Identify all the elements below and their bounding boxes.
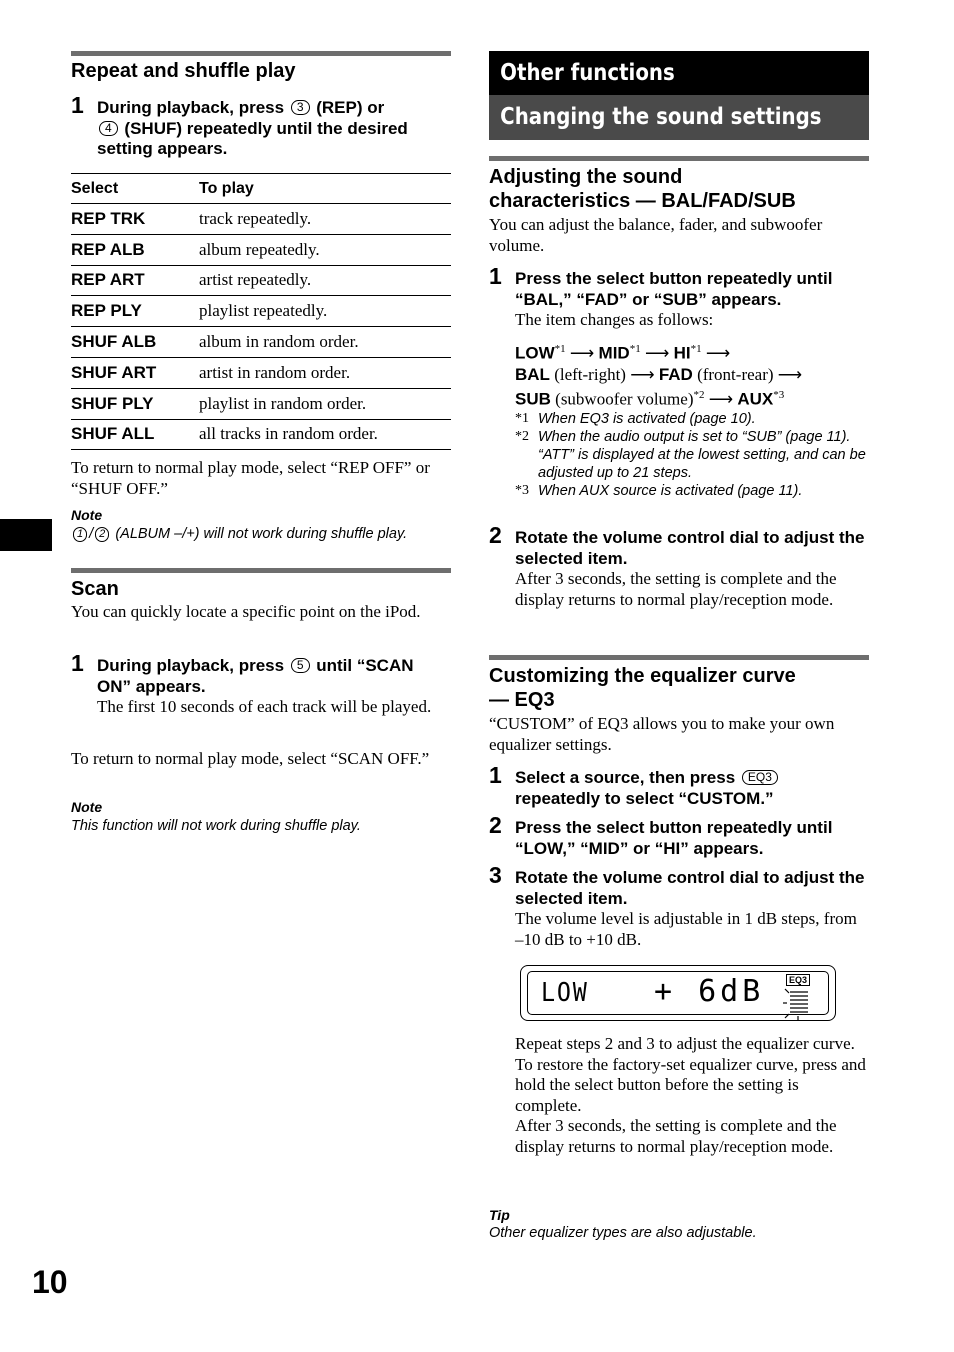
repeat-step-1	[71, 92, 441, 160]
setting-cell: REP PLY	[71, 296, 199, 327]
section-rule	[71, 568, 451, 573]
setting-cell: REP ART	[71, 265, 199, 296]
setting-cell: SHUF ALB	[71, 327, 199, 358]
sound-step-2	[489, 522, 869, 610]
item-cycle-flow	[515, 339, 871, 409]
step-text: During playback, press	[97, 98, 285, 117]
page-number: 10	[32, 1264, 68, 1300]
step-number: 2	[489, 522, 502, 548]
eq-step-1	[489, 762, 869, 809]
repeat-return-text: To return to normal play mode, select “REP OFF” or “SHUF OFF.”	[71, 458, 430, 498]
step-detail: The item changes as follows:	[515, 310, 714, 329]
setting-cell: REP TRK	[71, 204, 199, 235]
scan-step-1	[71, 650, 441, 718]
col-select-header: Select	[71, 174, 199, 204]
step-number: 3	[489, 862, 502, 888]
footnote-ref: *1	[629, 343, 641, 355]
step-number: 1	[71, 650, 84, 676]
step-text: Rotate the volume control dial to adjust the selected item.	[515, 868, 865, 908]
eq-after-text	[515, 1034, 869, 1157]
flow-item-sub: SUB	[515, 389, 551, 409]
sound-intro: You can adjust the balance, fader, and subwoofer volume.	[489, 215, 823, 255]
flow-item-bal: BAL	[515, 364, 550, 384]
table-row	[71, 357, 451, 388]
description-cell: artist repeatedly.	[199, 265, 451, 296]
description-cell: all tracks in random order.	[199, 419, 451, 450]
flow-desc: (front-rear)	[697, 364, 774, 384]
step-text: until “SCAN ON” appears.	[97, 656, 414, 696]
table-row	[71, 419, 451, 450]
footnote-text: “ATT” is displayed at the lowest setting, and can be adjusted up to 21 steps.	[538, 447, 866, 481]
scan-note: This function will not work during shuffle play.	[71, 818, 361, 834]
step-number: 2	[489, 812, 502, 838]
button-4-key: 4	[99, 121, 118, 136]
footnote-mark: *1	[515, 411, 529, 426]
footnote-ref: *2	[693, 388, 705, 401]
footnote-text: When the audio output is set to “SUB” (page 11).	[538, 429, 851, 445]
flow-item-fad: FAD	[658, 364, 693, 384]
tip-heading: Tip	[489, 1207, 510, 1223]
sound-heading	[489, 165, 796, 213]
repeat-shuffle-heading: Repeat and shuffle play	[71, 60, 296, 82]
table-row	[71, 265, 451, 296]
section-tab-marker	[0, 519, 52, 551]
flow-item-mid: MID	[598, 343, 630, 363]
note-heading: Note	[71, 799, 103, 815]
table-header-row	[71, 174, 451, 204]
heading-line: Adjusting the sound	[489, 166, 683, 188]
arrow-icon: ⟶	[705, 343, 731, 363]
button-2-key: 2	[95, 527, 109, 542]
note-heading: Note	[71, 507, 103, 523]
section-banner	[489, 95, 869, 140]
flow-item-aux: AUX	[737, 389, 774, 409]
step-text: Press the select button repeatedly until “LOW,” “MID” or “HI” appears.	[515, 818, 833, 858]
footnote-ref: *1	[554, 343, 566, 355]
step-number: 1	[489, 762, 502, 788]
footnotes	[515, 410, 871, 500]
step-number: 1	[489, 263, 502, 289]
eq3-indicator-badge: EQ3	[786, 974, 810, 986]
description-cell: artist in random order.	[199, 357, 451, 388]
chapter-banner	[489, 51, 869, 95]
heading-line: characteristics — BAL/FAD/SUB	[489, 190, 796, 212]
table-row	[71, 204, 451, 235]
step-text: (REP) or	[316, 98, 385, 117]
setting-cell: REP ALB	[71, 234, 199, 265]
col-play-header: To play	[199, 174, 451, 204]
section-rule	[489, 156, 869, 161]
repeat-shuffle-table	[71, 173, 451, 450]
scan-intro: You can quickly locate a specific point on the iPod.	[71, 602, 421, 621]
heading-line: Customizing the equalizer curve	[489, 665, 796, 687]
description-cell: album repeatedly.	[199, 234, 451, 265]
heading-line: — EQ3	[489, 689, 555, 711]
flow-item-low: LOW	[515, 343, 555, 363]
lcd-right-text: + 6dB	[654, 974, 765, 1009]
step-number: 1	[71, 92, 84, 118]
eq-step-2	[489, 812, 869, 859]
eq-heading	[489, 664, 796, 712]
lcd-left-text: LOW	[541, 978, 589, 1008]
table-row	[71, 296, 451, 327]
step-text: During playback, press	[97, 656, 285, 675]
section-rule	[489, 655, 869, 660]
scan-return-text: To return to normal play mode, select “SCAN OFF.”	[71, 749, 430, 768]
description-cell: playlist repeatedly.	[199, 296, 451, 327]
setting-cell: SHUF ART	[71, 357, 199, 388]
flow-desc: (subwoofer volume)	[555, 389, 694, 409]
step-text: Select a source, then press	[515, 768, 736, 787]
table-row	[71, 327, 451, 358]
footnote	[515, 410, 871, 428]
chapter-title: Other functions	[500, 60, 675, 86]
table-row	[71, 388, 451, 419]
sound-step-1	[489, 263, 869, 331]
description-cell: playlist in random order.	[199, 388, 451, 419]
button-3-key: 3	[291, 100, 310, 115]
section-title: Changing the sound settings	[500, 104, 822, 130]
footnote-text: When AUX source is activated (page 11).	[538, 483, 803, 499]
footnote	[515, 428, 871, 482]
table-row	[71, 234, 451, 265]
separator: /	[89, 526, 94, 542]
footnote	[515, 482, 871, 500]
arrow-icon: ⟶	[630, 364, 655, 384]
note-text: (ALBUM –/+) will not work during shuffle play.	[115, 526, 408, 542]
footnote-mark: *2	[515, 429, 529, 444]
arrow-icon: ⟶	[569, 343, 595, 363]
eq-level-bars-icon	[777, 986, 817, 1022]
paragraph: Repeat steps 2 and 3 to adjust the equalizer curve.	[515, 1034, 855, 1053]
footnote-ref: *1	[690, 343, 702, 355]
description-cell: track repeatedly.	[199, 204, 451, 235]
lcd-display-illustration	[520, 965, 836, 1021]
repeat-note	[71, 525, 407, 543]
scan-heading: Scan	[71, 578, 119, 600]
paragraph: After 3 seconds, the setting is complete and the display returns to normal play/reception mode.	[515, 1116, 837, 1156]
button-1-key: 1	[73, 527, 87, 542]
description-cell: album in random order.	[199, 327, 451, 358]
footnote-ref: *3	[773, 388, 785, 401]
eq-step-3	[489, 862, 869, 950]
step-detail: The volume level is adjustable in 1 dB steps, from –10 dB to +10 dB.	[515, 909, 857, 949]
step-text: (SHUF) repeatedly until the desired setting appears.	[97, 118, 408, 158]
arrow-icon: ⟶	[708, 389, 734, 409]
section-rule	[71, 51, 451, 56]
step-detail: The first 10 seconds of each track will be played.	[97, 697, 432, 716]
flow-item-hi: HI	[673, 343, 691, 363]
setting-cell: SHUF PLY	[71, 388, 199, 419]
step-text: Press the select button repeatedly until “BAL,” “FAD” or “SUB” appears.	[515, 269, 833, 309]
footnote-text: When EQ3 is activated (page 10).	[538, 411, 756, 427]
step-text: Rotate the volume control dial to adjust the selected item.	[515, 528, 865, 568]
step-detail: After 3 seconds, the setting is complete and the display returns to normal play/reception mode.	[515, 569, 837, 609]
eq-intro: “CUSTOM” of EQ3 allows you to make your own equalizer settings.	[489, 714, 835, 754]
footnote-mark: *3	[515, 483, 529, 498]
eq3-button-key: EQ3	[742, 770, 778, 785]
tip-text: Other equalizer types are also adjustable.	[489, 1225, 757, 1241]
paragraph: To restore the factory-set equalizer curve, press and hold the select button before the setting is complete.	[515, 1054, 866, 1115]
arrow-icon: ⟶	[644, 343, 670, 363]
step-text: repeatedly to select “CUSTOM.”	[515, 788, 774, 808]
flow-desc: (left-right)	[554, 364, 626, 384]
arrow-icon: ⟶	[777, 364, 803, 384]
button-5-key: 5	[291, 658, 310, 673]
setting-cell: SHUF ALL	[71, 419, 199, 450]
